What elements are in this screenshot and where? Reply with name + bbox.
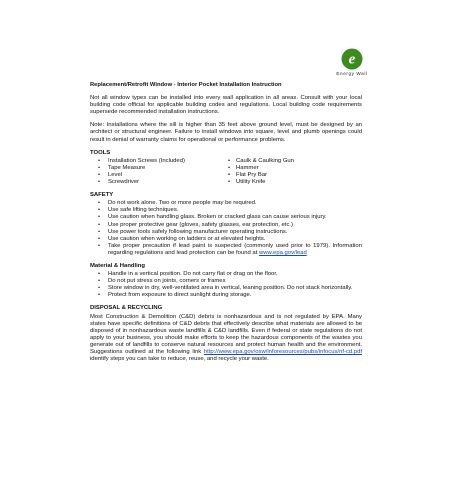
tools-heading: TOOLS	[90, 149, 111, 156]
safety-list	[90, 200, 362, 257]
list-item: • Use proper protective gear (gloves, safety glasses, ear protection, etc.)	[90, 222, 362, 229]
list-item	[90, 243, 362, 257]
list-item: • Do not put stress on joints, corners or frames	[90, 278, 362, 285]
material-list	[90, 271, 362, 299]
tools-column-1	[90, 158, 226, 186]
list-item: • Use safe lifting techniques.	[90, 207, 362, 214]
list-item: • Tape Measure	[90, 165, 226, 172]
list-item: • Do not work alone. Two or more people may be required.	[90, 200, 362, 207]
material-heading: Material & Handling	[90, 262, 145, 269]
list-item: • Use caution when working on ladders or at elevated heights.	[90, 236, 362, 243]
intro-paragraph: Not all window types can be installed into every wall application in all areas. Consult with your local building code official for applicable building codes and regulations. Local building code requirements supersede recommended installation instructions.	[90, 95, 362, 116]
list-item: • Installation Screws (Included)	[90, 158, 226, 165]
list-item: • Handle in a vertical position. Do not carry flat or drag on the floor.	[90, 271, 362, 278]
epa-lead-link[interactable]: www.epa.gov/lead	[258, 249, 307, 256]
list-item: • Flat Pry Bar	[226, 172, 346, 179]
list-item: • Level	[90, 172, 226, 179]
disposal-text-before: Most Construction & Demolition (C&D) debris is nonhazardous and is not regulated by EPA. Many states have specific definitions of C&D debris that effectively describe what materials are allowed to be disposed of in nonhazardous waste landfills & C&D landfills. Even if federal or state regulations do not apply to your business, you should make efforts to keep the hazardous components of the wastes you generate out of landfills to conserve natural resources and protect human health and the environment. Suggestions outlined at the following link	[90, 313, 362, 355]
note-paragraph: Note: Installations where the sill is higher than 35 feet above ground level, must be designed by an architect or structural engineer. Failure to install windows into square, level and plumb openings could result in denial of warranty claims for operational or performance problems.	[90, 122, 362, 143]
disposal-text-after: identify steps you can take to reduce, reuse, and recycle your waste.	[90, 356, 269, 363]
list-item: • Screwdriver	[90, 179, 226, 186]
svg-text:e: e	[348, 51, 356, 68]
tools-list	[90, 158, 362, 186]
list-item: • Use power tools safely following manufacturer operating instructions.	[90, 229, 362, 236]
list-item: • Protect from exposure to direct sunlight during storage.	[90, 292, 362, 299]
epa-recycling-link[interactable]: http://www.epa.gov/osw/inforesources/pubs/infocus/rif-cd.pdf	[203, 349, 362, 355]
list-item: • Utility Knife	[226, 179, 346, 186]
energy-wall-logo	[322, 48, 382, 84]
document-content	[90, 82, 362, 369]
disposal-heading: DISPOSAL & RECYCLING	[90, 305, 163, 312]
safety-heading: SAFETY	[90, 192, 114, 199]
logo-e-icon	[341, 48, 363, 70]
document-title: Replacement/Retrofit Window - Interior Pocket Installation Instruction	[90, 82, 282, 88]
lead-precaution-text: Take proper precaution if lead paint is suspected (commonly used prior to 1979). Information regarding regulations and lead protection can be found at	[108, 242, 362, 256]
list-item: • Use caution when handling glass. Broken or cracked glass can cause serious injury.	[90, 214, 362, 221]
list-item: • Caulk & Caulking Gun	[226, 158, 346, 165]
list-item: • Hammer	[226, 165, 346, 172]
logo-brand-text: Energy Wall	[336, 71, 368, 76]
disposal-paragraph	[90, 314, 362, 364]
tools-column-2	[226, 158, 346, 186]
list-item: • Store window in dry, well-ventilated area in vertical, leaning position. Do not stack horizontally.	[90, 285, 362, 292]
